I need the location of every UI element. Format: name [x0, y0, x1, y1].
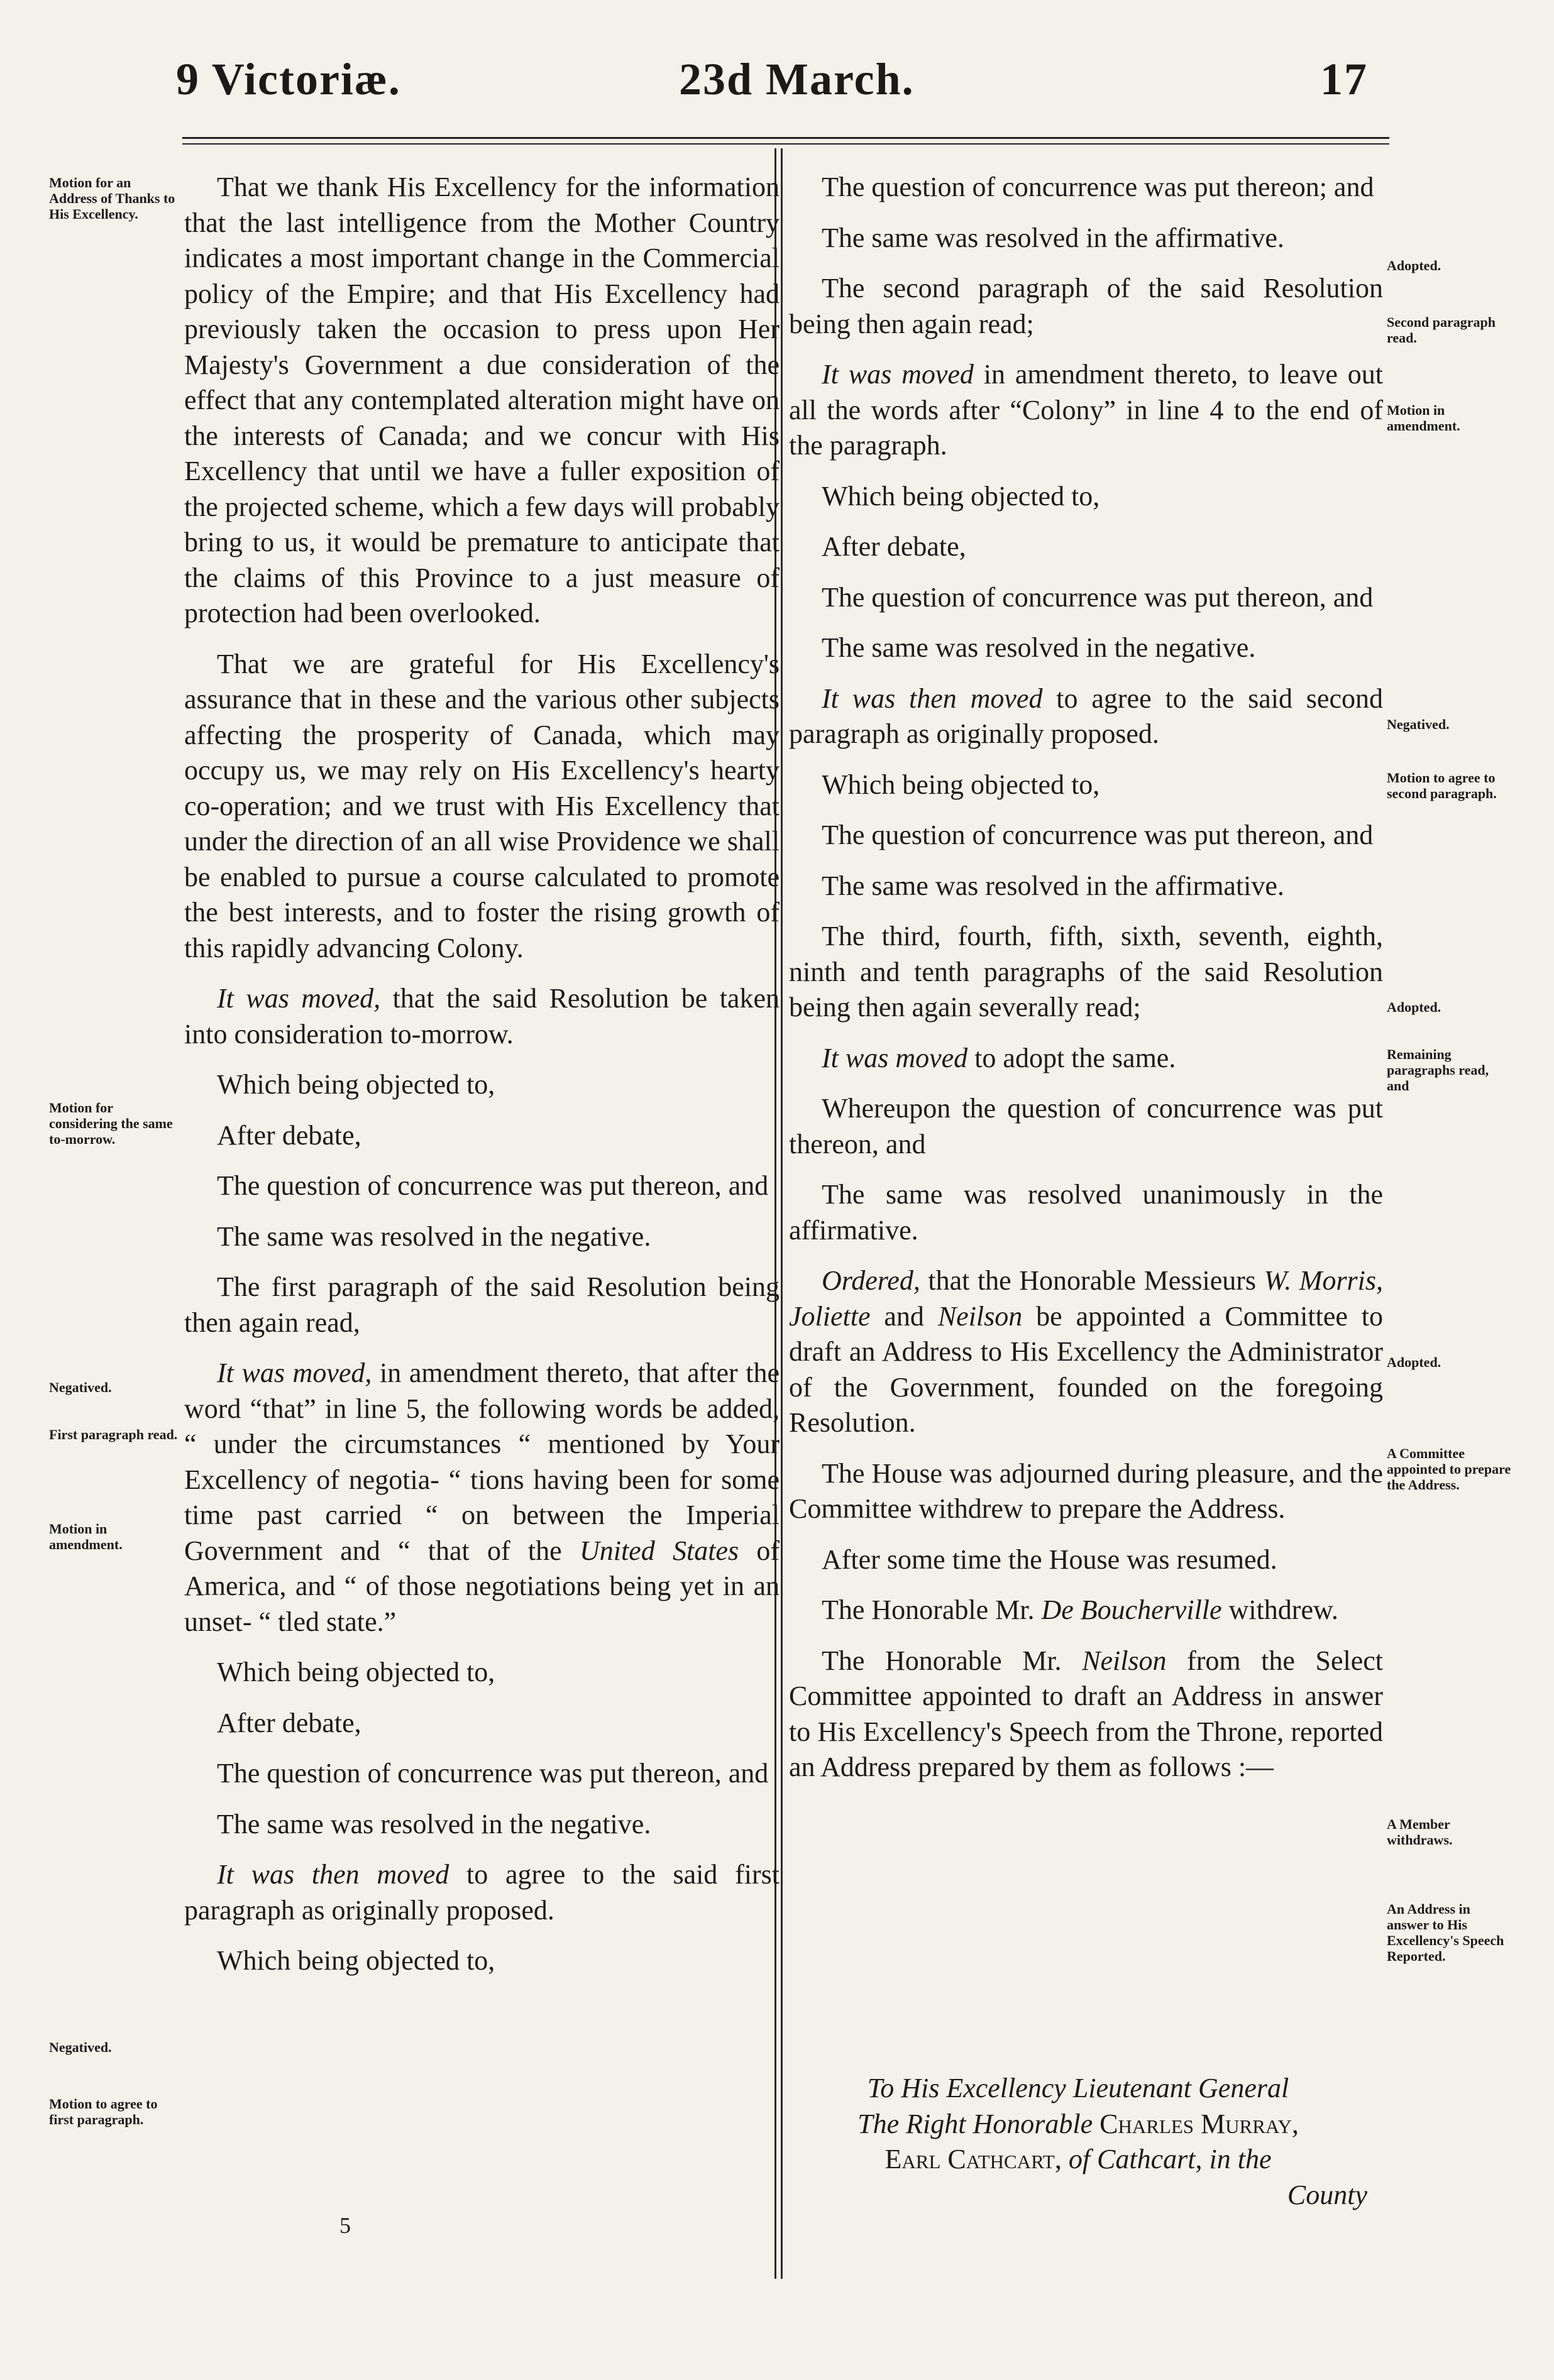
header-rule	[182, 137, 1389, 139]
paragraph: That we thank His Excellency for the information that the last intelligence from the Mother Country indicates a most important change in the Commercial policy of the Empire; and that His Excellency had previously taken the occasion to press upon Her Majesty's Government a due consideration of the effect that any contemplated alteration might have on the interests of Canada; and we concur with His Excellency that until we have a fuller exposition of the projected scheme, which a few days will probably bring to us, it would be premature to anticipate that the claims of this Province to a just measure of protection had been overlooked.	[184, 172, 780, 628]
italic-text: It was moved,	[217, 983, 381, 1014]
text: to agree to the said first paragraph as originally proposed.	[184, 1859, 780, 1926]
italic-text: Ordered,	[822, 1265, 920, 1296]
paragraph	[184, 981, 780, 1052]
italic-text: of Cathcart, in the	[1068, 2144, 1272, 2174]
margin-note: Motion to agree to second paragraph.	[1387, 770, 1497, 801]
margin-note: Adopted.	[1387, 999, 1441, 1015]
margin-note: Adopted.	[1387, 258, 1441, 273]
paragraph: The same was resolved in the affirmative.	[822, 222, 1284, 253]
running-head-date: 23d March.	[679, 54, 915, 104]
italic-text: It was moved,	[217, 1357, 372, 1388]
italic-text: United States	[579, 1535, 739, 1566]
paragraph	[789, 1041, 1383, 1077]
paragraph	[789, 1593, 1383, 1628]
signature-mark: 5	[339, 2213, 351, 2238]
margin-note: Motion in amendment.	[1387, 402, 1460, 434]
text: from the Select Committee appointed to draft an Address in answer to His Excellency's Speech from the Throne, reported an Address prepared by them as follows :—	[789, 1645, 1383, 1782]
salutation-line	[789, 2142, 1367, 2178]
smallcaps-text: Earl Cathcart,	[884, 2144, 1062, 2174]
margin-note: Motion in amendment.	[49, 1521, 123, 1552]
paragraph: Which being objected to,	[217, 1945, 495, 1976]
text: of America, and “ of those negotiations being yet in an unset- “ tled state.”	[184, 1535, 780, 1637]
paragraph: The third, fourth, fifth, sixth, seventh, eighth, ninth and tenth paragraphs of the said Resolution being then again severally read;	[789, 921, 1383, 1023]
salutation-line	[789, 2107, 1367, 2142]
paragraph: The House was adjourned during pleasure, and the Committee withdrew to prepare the Address.	[789, 1457, 1383, 1524]
italic-text: It was then moved	[217, 1859, 449, 1890]
paragraph: Which being objected to,	[217, 1657, 495, 1687]
paragraph: After some time the House was resumed.	[822, 1544, 1277, 1575]
text: in amendment thereto, that after the word “that” in line 5, the following words be added, “ under the circumstances “ mentioned by Your Excellency of negotia- “ tions having been for some time past carried “ on between the Imperial Government and “ that of the	[184, 1357, 780, 1566]
paragraph: That we are grateful for His Excellency's assurance that in these and the various other subjects affecting the prosperity of Canada, which may occupy us, we may rely on His Excellency's hearty co-operation; and we trust with His Excellency that under the direction of an all wise Providence we shall be enabled to pursue a course calculated to promote the best interests, and to foster the rising growth of this rapidly advancing Colony.	[184, 648, 780, 963]
paragraph: The question of concurrence was put thereon, and	[822, 820, 1374, 850]
margin-note: Negatived.	[49, 1379, 112, 1395]
page-header	[0, 53, 1554, 110]
text: that the said Resolution be taken into consideration to-morrow.	[184, 983, 780, 1050]
paragraph: The same was resolved in the negative.	[217, 1808, 651, 1840]
margin-note: Second paragraph read.	[1387, 314, 1496, 346]
margin-note: Negatived.	[49, 2039, 112, 2055]
margin-note: Motion for an Address of Thanks to His Excellency.	[49, 175, 175, 222]
text: and	[884, 1300, 924, 1332]
paragraph: The same was resolved in the affirmative.	[822, 870, 1284, 901]
paragraph: The same was resolved in the negative.	[217, 1220, 651, 1252]
text: The Honorable Mr.	[822, 1645, 1062, 1676]
salutation-line: County	[1287, 2179, 1367, 2210]
italic-text: Neilson	[1082, 1645, 1167, 1676]
text: to agree to the said second paragraph as originally proposed.	[789, 683, 1383, 749]
paragraph: Which being objected to,	[822, 480, 1100, 512]
running-head-left: 9 Victoriæ.	[176, 54, 401, 104]
text: that the Honorable Messieurs	[928, 1265, 1256, 1296]
paragraph: The first paragraph of the said Resolution being then again read,	[184, 1271, 780, 1338]
margin-note: Adopted.	[1387, 1354, 1441, 1370]
paragraph: After debate,	[217, 1707, 361, 1738]
paragraph	[789, 1263, 1383, 1441]
paragraph: The question of concurrence was put thereon, and	[217, 1758, 769, 1789]
paragraph: After debate,	[217, 1119, 361, 1151]
margin-note: Motion for considering the same to-morrow.	[49, 1100, 173, 1147]
left-column	[184, 170, 780, 1994]
margin-note: Negatived.	[1387, 716, 1450, 732]
text: in amendment thereto, to leave out all the words after “Colony” in line 4 to the end of the paragraph.	[789, 359, 1383, 461]
italic-text: Neilson	[937, 1300, 1023, 1332]
italic-text: It was moved	[822, 359, 974, 390]
smallcaps-text: Charles Murray,	[1099, 2108, 1299, 2139]
paragraph: Which being objected to,	[217, 1069, 495, 1100]
paragraph	[789, 357, 1383, 464]
address-salutation	[789, 2071, 1367, 2213]
paragraph: After debate,	[822, 531, 966, 562]
paragraph	[184, 1857, 780, 1928]
paragraph: The same was resolved in the negative.	[822, 632, 1256, 663]
paragraph: The second paragraph of the said Resolution being then again read;	[789, 273, 1383, 339]
italic-text: It was moved	[822, 1042, 968, 1073]
paragraph: Which being objected to,	[822, 769, 1100, 800]
margin-note: Remaining paragraphs read, and	[1387, 1046, 1489, 1094]
paragraph: The question of concurrence was put thereon, and	[217, 1170, 769, 1201]
text: withdrew.	[1228, 1594, 1338, 1625]
italic-text: W. Morris, Joliette	[789, 1265, 1384, 1332]
margin-note: An Address in answer to His Excellency's Speech Reported.	[1387, 1901, 1504, 1964]
paragraph: The same was resolved unanimously in the affirmative.	[789, 1179, 1383, 1246]
paragraph	[789, 1643, 1383, 1785]
paragraph	[184, 1356, 780, 1640]
right-column	[789, 170, 1383, 1801]
text: be appointed a Committee to draft an Address to His Excellency the Administrator of the Government, founded on the foregoing Resolution.	[789, 1300, 1384, 1438]
margin-note: A Member withdraws.	[1387, 1816, 1453, 1848]
italic-text: De Boucherville	[1041, 1594, 1222, 1625]
margin-note: Motion to agree to first paragraph.	[49, 2096, 158, 2127]
paragraph: Whereupon the question of concurrence was put thereon, and	[789, 1093, 1383, 1160]
margin-note: First paragraph read.	[49, 1427, 178, 1442]
header-rule-thin	[182, 143, 1389, 145]
text: The Honorable Mr.	[822, 1594, 1035, 1625]
page-number: 17	[1320, 54, 1368, 104]
italic-text: It was then moved	[822, 683, 1043, 714]
salutation-line: To His Excellency Lieutenant General	[867, 2073, 1289, 2103]
paragraph: The question of concurrence was put thereon, and	[822, 581, 1374, 613]
margin-note: A Committee appointed to prepare the Address.	[1387, 1445, 1511, 1493]
italic-text: The Right Honorable	[857, 2108, 1093, 2139]
paragraph: The question of concurrence was put thereon; and	[822, 172, 1374, 202]
column-divider-double	[781, 148, 783, 2279]
text: to adopt the same.	[974, 1042, 1176, 1073]
paragraph	[789, 681, 1383, 752]
